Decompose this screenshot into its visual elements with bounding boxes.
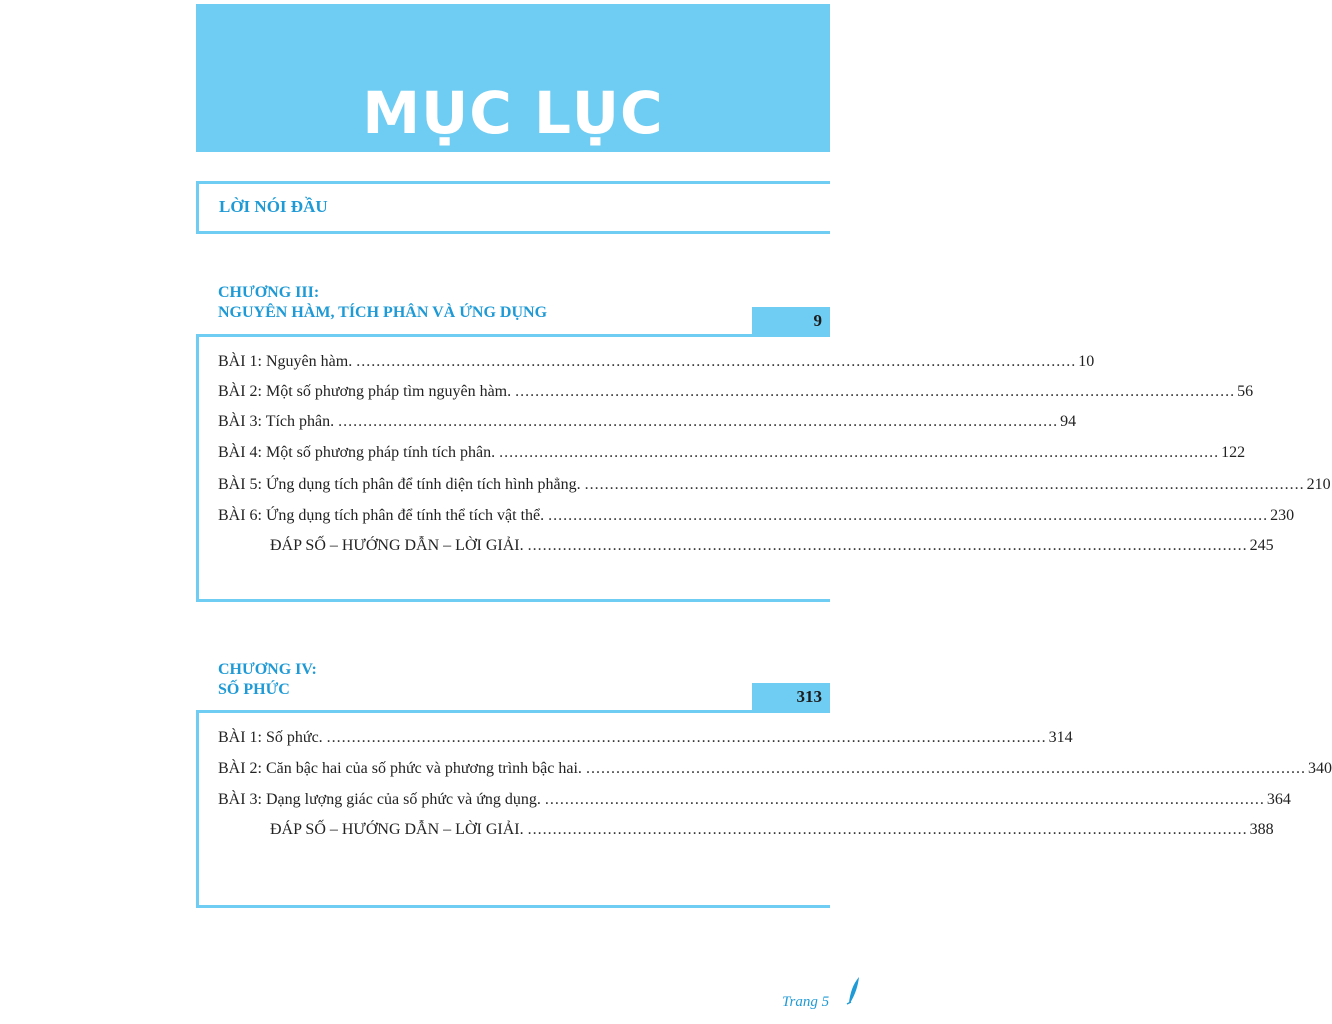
entry-label: BÀI 3: Dạng lượng giác của số phức và ứng dụng. (218, 791, 541, 808)
entry-page: 10 (1078, 353, 1095, 370)
chapter-title: SỐ PHỨC (218, 681, 290, 698)
toc-entry[interactable] (218, 760, 1332, 778)
dot-leader: ................................................................................................................................................ (544, 791, 1265, 808)
preface-label: LỜI NÓI ĐẦU (219, 197, 328, 216)
dot-leader: ................................................................................................................................................ (527, 821, 1248, 838)
entry-label: BÀI 2: Căn bậc hai của số phức và phương trình bậc hai. (218, 760, 582, 777)
page-number-footer: Trang 5 (782, 994, 830, 1010)
entry-label: BÀI 5: Ứng dụng tích phân để tính diện tích hình phẳng. (218, 476, 581, 493)
entry-label: ĐÁP SỐ – HƯỚNG DẪN – LỜI GIẢI. (270, 537, 524, 554)
entry-page: 122 (1221, 444, 1246, 461)
toc-entry[interactable] (218, 791, 1291, 809)
entry-label: BÀI 6: Ứng dụng tích phân để tính thể tích vật thể. (218, 507, 545, 524)
dot-leader: ................................................................................................................................................ (338, 413, 1059, 430)
pen-nib-icon (846, 975, 862, 1005)
preface-box (196, 181, 830, 234)
chapter-heading (218, 660, 317, 700)
chapter-number: CHƯƠNG IV: (218, 661, 317, 678)
entry-label: BÀI 4: Một số phương pháp tính tích phân. (218, 444, 496, 461)
toc-entry[interactable] (218, 444, 1246, 462)
entry-page: 56 (1237, 383, 1254, 400)
entry-page: 245 (1249, 537, 1274, 554)
entry-label: BÀI 2: Một số phương pháp tìm nguyên hàm. (218, 383, 512, 400)
dot-leader: ................................................................................................................................................ (499, 444, 1220, 461)
chapter-toc-box (196, 334, 830, 602)
chapter-heading (218, 283, 547, 323)
toc-entry[interactable] (270, 537, 1274, 555)
toc-entry[interactable] (270, 821, 1274, 839)
entry-label: BÀI 1: Nguyên hàm. (218, 353, 353, 370)
entry-page: 314 (1048, 729, 1073, 746)
dot-leader: ................................................................................................................................................ (515, 383, 1236, 400)
dot-leader: ................................................................................................................................................ (356, 353, 1077, 370)
dot-leader: ................................................................................................................................................ (584, 476, 1305, 493)
entry-label: BÀI 1: Số phức. (218, 729, 323, 746)
title-banner (196, 4, 830, 152)
entry-label: ĐÁP SỐ – HƯỚNG DẪN – LỜI GIẢI. (270, 821, 524, 838)
dot-leader: ................................................................................................................................................ (585, 760, 1306, 777)
entry-page: 230 (1270, 507, 1295, 524)
entry-page: 94 (1060, 413, 1077, 430)
chapter-title: NGUYÊN HÀM, TÍCH PHÂN VÀ ỨNG DỤNG (218, 304, 548, 321)
entry-page: 340 (1307, 760, 1332, 777)
dot-leader: ................................................................................................................................................ (326, 729, 1047, 746)
toc-entry[interactable] (218, 353, 1095, 371)
entry-page: 210 (1306, 476, 1331, 493)
entry-label: BÀI 3: Tích phân. (218, 413, 335, 430)
chapter-page-tab: 313 (752, 683, 830, 710)
dot-leader: ................................................................................................................................................ (548, 507, 1269, 524)
chapter-page-tab: 9 (752, 307, 830, 334)
entry-page: 388 (1249, 821, 1274, 838)
chapter-number: CHƯƠNG III: (218, 284, 320, 301)
toc-entry[interactable] (218, 476, 1331, 494)
entry-page: 364 (1266, 791, 1291, 808)
toc-entry[interactable] (218, 413, 1077, 431)
dot-leader: ................................................................................................................................................ (527, 537, 1248, 554)
toc-entry[interactable] (218, 729, 1073, 747)
toc-entry[interactable] (218, 507, 1295, 525)
page-title: MỤC LỤC (362, 79, 664, 147)
toc-entry[interactable] (218, 383, 1254, 401)
